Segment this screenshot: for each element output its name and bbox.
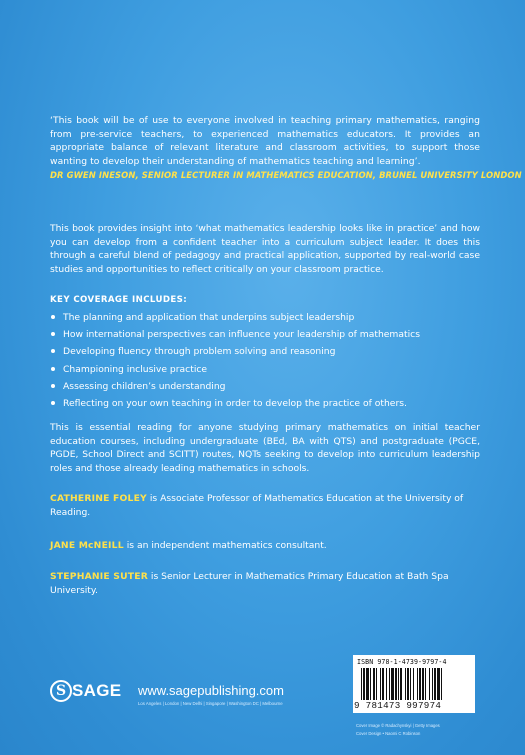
key-coverage-item: The planning and application that underpins subject leadership xyxy=(50,309,480,326)
endorsement-quote: ‘This book will be of use to everyone involved in teaching primary mathematics, ranging from pre-service teachers, to experienced mathematics educators. It provides an appropriate balance of relevant literature and classroom activities, to support those wanting to develop their understanding of mathematics teaching and learning’. xyxy=(50,115,480,167)
author-name: JANE McNEILL xyxy=(50,540,124,551)
cover-design-credit: Cover Design • Naomi C Robinson xyxy=(356,731,421,736)
isbn-label: ISBN 978-1-4739-9797-4 xyxy=(357,658,447,666)
cover-image-credit: Cover Image © Radachynskyi | Getty Images xyxy=(356,723,440,728)
publisher-url: www.sagepublishing.com xyxy=(138,683,284,698)
barcode-icon xyxy=(361,668,469,700)
publisher-name: SAGE xyxy=(72,681,122,700)
key-coverage-item: How international perspectives can influence your leadership of mathematics xyxy=(50,326,480,343)
intro-paragraph: This book provides insight into ‘what mathematics leadership looks like in practice’ and how you can develop from a confident teacher into a curriculum subject leader. It does this through a careful blend of pedagogy and practical application, supported by real-world case studies and opportunities to reflect critically on your classroom practice. xyxy=(50,223,480,275)
sage-logo-icon: S xyxy=(50,680,72,702)
key-coverage-item: Championing inclusive practice xyxy=(50,361,480,378)
key-coverage-heading: KEY COVERAGE INCLUDES: xyxy=(50,295,188,305)
author-name: CATHERINE FOLEY xyxy=(50,493,147,504)
key-coverage-item: Assessing children’s understanding xyxy=(50,378,480,395)
key-coverage-item: Reflecting on your own teaching in order to develop the practice of others. xyxy=(50,395,480,412)
audience-paragraph: This is essential reading for anyone studying primary mathematics on initial teacher education courses, including undergraduate (BEd, BA with QTS) and postgraduate (PGCE, PGDE, School Direct and SCITT) routes, NQTs seeking to develop into curriculum leadership roles and those already leading mathematics in schools. xyxy=(50,422,480,474)
publisher-cities: Los Angeles | London | New Delhi | Singapore | Washington DC | Melbourne xyxy=(138,701,283,706)
quote-attribution: DR GWEN INESON, SENIOR LECTURER IN MATHEMATICS EDUCATION, BRUNEL UNIVERSITY LONDON xyxy=(50,170,522,180)
author-bio-text: is an independent mathematics consultant. xyxy=(123,540,327,551)
cover-credits xyxy=(356,722,440,738)
author-bio-foley xyxy=(50,492,480,520)
barcode-digits: 9 781473 997974 xyxy=(354,700,442,711)
author-bio-text: is Associate Professor of Mathematics Education at the University of Reading. xyxy=(50,493,464,518)
publisher-logo xyxy=(50,679,340,715)
author-bio-text: is Senior Lecturer in Mathematics Primary Education at Bath Spa University. xyxy=(50,571,449,596)
key-coverage-item: Developing fluency through problem solving and reasoning xyxy=(50,343,480,360)
author-bio-mcneill xyxy=(50,539,480,553)
barcode-panel xyxy=(353,655,475,713)
key-coverage-list xyxy=(50,309,480,412)
author-name: STEPHANIE SUTER xyxy=(50,571,148,582)
author-bio-suter xyxy=(50,570,480,598)
